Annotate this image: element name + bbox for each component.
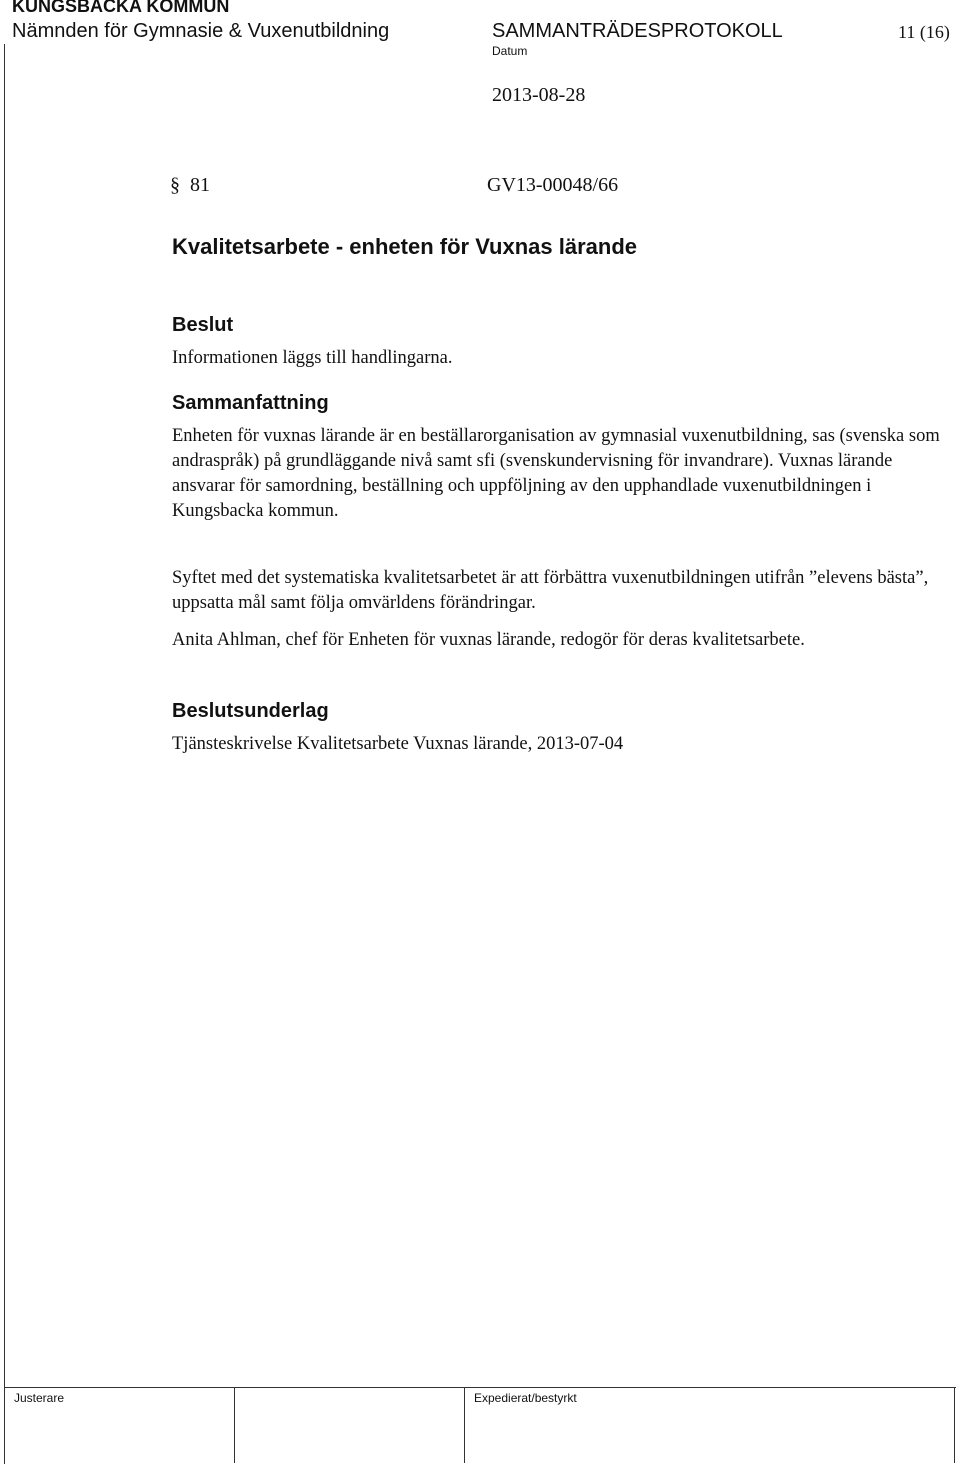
sammanfattning-paragraph-1: Enheten för vuxnas lärande är en beställarorganisation av gymnasial vuxenutbildning, sas (svenska som andraspråk) på grundläggande nivå samt sfi (svenskundervisning för invandrare). Vuxnas lärande ansvarar för samordning, beställning och uppföljning av den upphandlade vuxenutbildningen i Kungsbacka kommun. [172,426,940,521]
sammanfattning-heading: Sammanfattning [172,392,329,414]
paragraph-sign: § [170,174,180,196]
paragraph-number: 81 [190,174,210,196]
justerare-label: Justerare [14,1391,65,1405]
sammanfattning-paragraph-3: Anita Ahlman, chef för Enheten för vuxnas lärande, redogör för deras kvalitetsarbete. [172,630,805,650]
meeting-date: 2013-08-28 [492,84,586,106]
page-number: 11 (16) [898,22,950,42]
expedierat-label: Expedierat/bestyrkt [474,1391,577,1405]
beslutsunderlag-text: Tjänsteskrivelse Kvalitetsarbete Vuxnas lärande, 2013-07-04 [172,734,624,754]
committee-name: Nämnden för Gymnasie & Vuxenutbildning [12,20,390,42]
footer-divider-2 [464,1387,465,1463]
case-number: GV13-00048/66 [487,174,619,196]
footer-divider-3 [954,1387,955,1463]
organization-name: KUNGSBACKA KOMMUN [12,0,230,16]
document-type: SAMMANTRÄDESPROTOKOLL [492,20,783,42]
beslutsunderlag-heading: Beslutsunderlag [172,700,329,722]
footer-divider-1 [234,1387,235,1463]
footer-rule [4,1387,956,1388]
sammanfattning-paragraph-2: Syftet med det systematiska kvalitetsarbetet är att förbättra vuxenutbildningen utifrån ”elevens bästa”, uppsatta mål samt följa omvärldens förändringar. [172,568,929,613]
left-margin-rule [4,44,5,1464]
beslut-text: Informationen läggs till handlingarna. [172,348,453,368]
item-title: Kvalitetsarbete - enheten för Vuxnas lärande [172,234,637,259]
beslut-heading: Beslut [172,314,234,336]
date-label: Datum [492,44,528,58]
